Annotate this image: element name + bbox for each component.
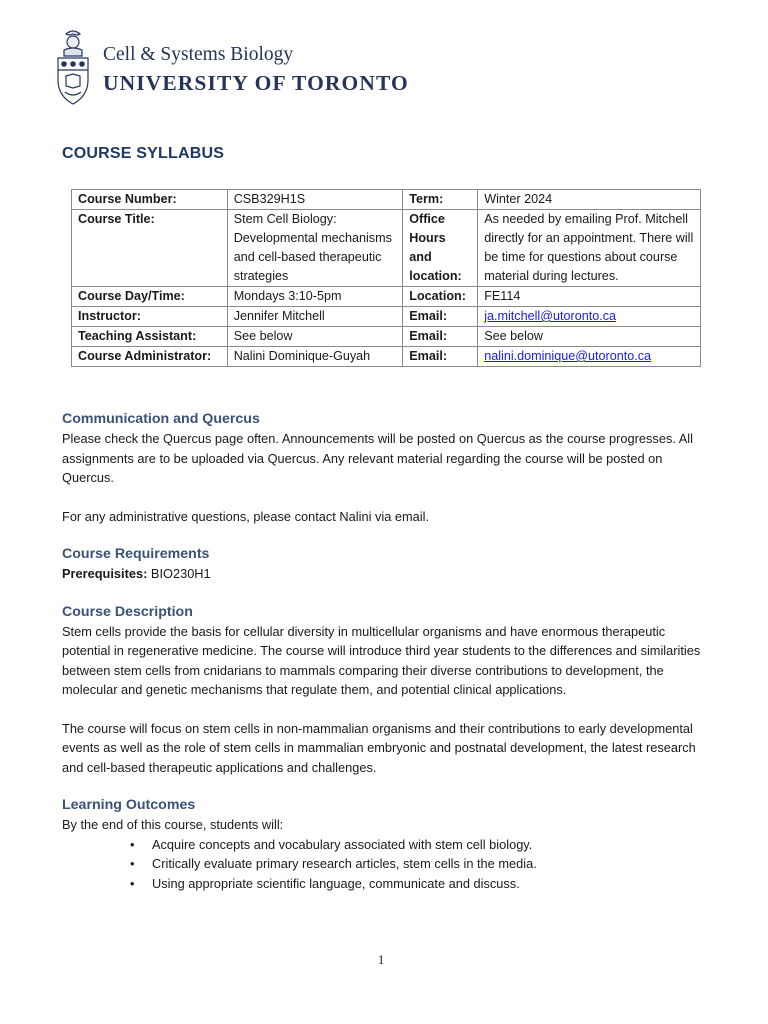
university-crest-icon	[52, 28, 94, 108]
ta-email: See below	[478, 327, 701, 347]
course-number: CSB329H1S	[227, 190, 403, 210]
instructor-label: Instructor:	[72, 307, 228, 327]
admin-label: Course Administrator:	[72, 347, 228, 367]
location-label: Location:	[403, 287, 478, 307]
ta-email-label: Email:	[403, 327, 478, 347]
bullet-icon: •	[130, 856, 135, 871]
admin-email-cell	[478, 347, 701, 367]
table-row	[72, 287, 701, 307]
list-item	[62, 854, 712, 874]
table-row	[72, 347, 701, 367]
page-number: 1	[378, 953, 385, 967]
page-title: COURSE SYLLABUS	[62, 145, 225, 162]
outcome-text: Critically evaluate primary research articles, stem cells in the media.	[152, 856, 537, 871]
course-title: Stem Cell Biology: Developmental mechanisms and cell-based therapeutic strategies	[227, 210, 403, 287]
prerequisites-line	[62, 564, 712, 584]
ta: See below	[227, 327, 403, 347]
term-label: Term:	[403, 190, 478, 210]
table-row	[72, 190, 701, 210]
university-name: UNIVERSITY OF TORONTO	[103, 71, 409, 95]
admin-email-label: Email:	[403, 347, 478, 367]
instructor-email-cell	[478, 307, 701, 327]
description-paragraph-1: Stem cells provide the basis for cellular diversity in multicellular organisms and have enormous therapeutic potential in regenerative medicine. The course will introduce third year students to the differences and similarities between stem cells from cnidarians to mammals comparing their diverse contributions to development, the molecular and genetic mechanisms that regulate them, and potential clinical applications.	[62, 623, 701, 697]
location: FE114	[478, 287, 701, 307]
department-name: Cell & Systems Biology	[103, 44, 294, 65]
office-hours-label: Office Hours and location:	[403, 210, 478, 287]
description-paragraph-2: The course will focus on stem cells in non-mammalian organisms and their contributions to early developmental events as well as the role of stem cells in mammalian embryonic and postnatal development, the latest research and cell-based therapeutic applications and challenges.	[62, 720, 696, 775]
instructor-email-link[interactable]: ja.mitchell@utoronto.ca	[484, 309, 617, 323]
communication-paragraph: Please check the Quercus page often. Announcements will be posted on Quercus as the course progresses. All assignments are to be uploaded via Quercus. Any relevant material regarding the course will be posted on Quercus.	[62, 431, 693, 485]
outcome-text: Acquire concepts and vocabulary associated with stem cell biology.	[152, 836, 533, 852]
course-title-label: Course Title:	[72, 210, 228, 287]
communication-heading: Communication and Quercus	[62, 411, 260, 427]
admin-email-link[interactable]: nalini.dominique@utoronto.ca	[484, 349, 652, 363]
table-row	[72, 307, 701, 327]
outcome-text: Using appropriate scientific language, communicate and discuss.	[152, 875, 520, 891]
course-day-time: Mondays 3:10-5pm	[227, 287, 403, 307]
list-item	[62, 874, 712, 894]
office-hours: As needed by emailing Prof. Mitchell directly for an appointment. There will be time for questions about course material during lectures.	[478, 210, 701, 287]
instructor: Jennifer Mitchell	[227, 307, 403, 327]
table-row	[72, 327, 701, 347]
admin-contact-paragraph: For any administrative questions, please contact Nalini via email.	[62, 508, 430, 524]
ta-label: Teaching Assistant:	[72, 327, 228, 347]
prerequisites-label: Prerequisites:	[62, 566, 148, 581]
instructor-email-label: Email:	[403, 307, 478, 327]
table-row	[72, 210, 701, 287]
bullet-icon: •	[130, 836, 135, 852]
outcomes-heading: Learning Outcomes	[62, 797, 196, 813]
requirements-heading: Course Requirements	[62, 546, 210, 562]
course-info-table	[71, 189, 701, 367]
outcomes-intro: By the end of this course, students will:	[62, 817, 284, 832]
course-number-label: Course Number:	[72, 190, 228, 210]
list-item	[62, 835, 712, 855]
description-heading: Course Description	[62, 603, 193, 620]
bullet-icon: •	[130, 875, 135, 891]
term: Winter 2024	[478, 190, 701, 210]
syllabus-body	[62, 409, 712, 893]
course-day-time-label: Course Day/Time:	[72, 287, 228, 307]
outcomes-list	[62, 835, 712, 894]
prerequisites-value: BIO230H1	[147, 566, 211, 581]
admin: Nalini Dominique-Guyah	[227, 347, 403, 367]
